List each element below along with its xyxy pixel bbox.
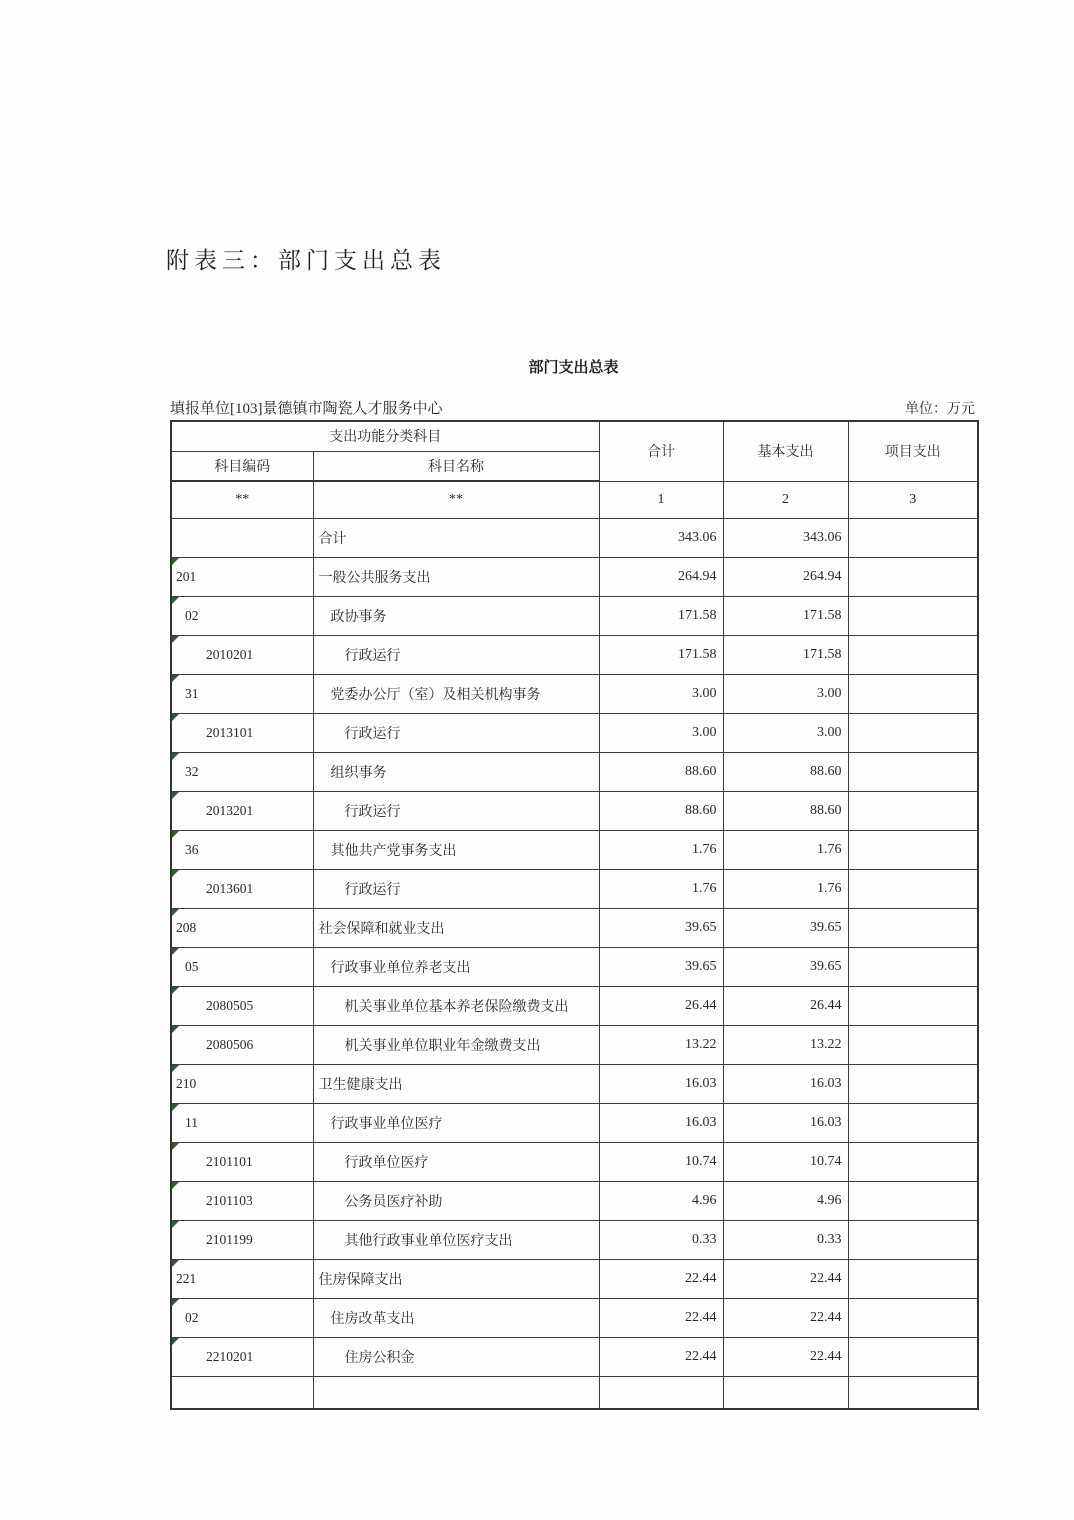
table-row: [171, 752, 978, 791]
cell-subject-code: 05: [171, 947, 313, 986]
page-title: 附表三：部门支出总表: [166, 248, 446, 273]
cell-project: [848, 1181, 978, 1220]
cell-subject-name: 政协事务: [313, 596, 599, 635]
cell-total: 88.60: [599, 791, 723, 830]
cell-subject-name: 行政事业单位医疗: [313, 1103, 599, 1142]
cell-subject-code: 2101199: [171, 1220, 313, 1259]
cell-project: [848, 635, 978, 674]
cell-basic: 88.60: [723, 752, 848, 791]
cell-project: [848, 1103, 978, 1142]
cell-subject-name: 组织事务: [313, 752, 599, 791]
cell-project: [848, 1376, 978, 1409]
cell-total: 3.00: [599, 713, 723, 752]
header-total: 合计: [599, 421, 723, 481]
table-row: [171, 1064, 978, 1103]
cell-subject-code: 2010201: [171, 635, 313, 674]
cell-subject-code: 02: [171, 596, 313, 635]
table-row: [171, 791, 978, 830]
cell-project: [848, 557, 978, 596]
header-subject-name: 科目名称: [313, 451, 599, 481]
cell-subject-name: 公务员医疗补助: [313, 1181, 599, 1220]
cell-subject-code: 2013601: [171, 869, 313, 908]
cell-subject-code: 36: [171, 830, 313, 869]
cell-subject-code: 221: [171, 1259, 313, 1298]
cell-project: [848, 674, 978, 713]
cell-basic: 3.00: [723, 674, 848, 713]
table-row: [171, 1337, 978, 1376]
cell-total: 343.06: [599, 518, 723, 557]
table-row: [171, 1025, 978, 1064]
cell-subject-name: 一般公共服务支出: [313, 557, 599, 596]
cell-subject-name: 社会保障和就业支出: [313, 908, 599, 947]
cell-project: [848, 1220, 978, 1259]
cell-project: [848, 908, 978, 947]
cell-basic: 171.58: [723, 596, 848, 635]
index-cell-basic: 2: [723, 481, 848, 518]
cell-total: 0.33: [599, 1220, 723, 1259]
table-row: [171, 1298, 978, 1337]
cell-subject-code: 2210201: [171, 1337, 313, 1376]
cell-basic: 10.74: [723, 1142, 848, 1181]
table-row: [171, 1181, 978, 1220]
cell-subject-name: 其他共产党事务支出: [313, 830, 599, 869]
cell-total: 13.22: [599, 1025, 723, 1064]
cell-total: 264.94: [599, 557, 723, 596]
cell-subject-name: 行政运行: [313, 869, 599, 908]
cell-total: 88.60: [599, 752, 723, 791]
cell-project: [848, 1064, 978, 1103]
cell-basic: 22.44: [723, 1298, 848, 1337]
cell-project: [848, 1025, 978, 1064]
header-function-group: 支出功能分类科目: [171, 421, 599, 451]
cell-project: [848, 752, 978, 791]
table-row: [171, 596, 978, 635]
cell-subject-code: [171, 1376, 313, 1409]
cell-subject-code: 32: [171, 752, 313, 791]
cell-subject-code: 31: [171, 674, 313, 713]
cell-basic: 0.33: [723, 1220, 848, 1259]
cell-total: 4.96: [599, 1181, 723, 1220]
cell-total: 39.65: [599, 908, 723, 947]
cell-subject-name: 行政单位医疗: [313, 1142, 599, 1181]
index-cell-total: 1: [599, 481, 723, 518]
cell-subject-name: 行政运行: [313, 635, 599, 674]
cell-total: 10.74: [599, 1142, 723, 1181]
cell-subject-code: 02: [171, 1298, 313, 1337]
cell-total: 39.65: [599, 947, 723, 986]
cell-basic: 26.44: [723, 986, 848, 1025]
table-row: [171, 1220, 978, 1259]
cell-subject-name: 住房公积金: [313, 1337, 599, 1376]
cell-project: [848, 1298, 978, 1337]
cell-total: 1.76: [599, 869, 723, 908]
cell-basic: 39.65: [723, 908, 848, 947]
table-row: [171, 518, 978, 557]
cell-subject-name: 机关事业单位基本养老保险缴费支出: [313, 986, 599, 1025]
cell-basic: 39.65: [723, 947, 848, 986]
cell-total: 22.44: [599, 1259, 723, 1298]
table-row: [171, 1259, 978, 1298]
cell-subject-name: 党委办公厅（室）及相关机构事务: [313, 674, 599, 713]
table-row: [171, 1103, 978, 1142]
cell-basic: 22.44: [723, 1259, 848, 1298]
cell-project: [848, 986, 978, 1025]
cell-subject-code: 2013101: [171, 713, 313, 752]
meta-row: [170, 388, 977, 418]
cell-subject-name: [313, 1376, 599, 1409]
cell-total: 16.03: [599, 1064, 723, 1103]
cell-project: [848, 1142, 978, 1181]
cell-total: 16.03: [599, 1103, 723, 1142]
cell-total: 171.58: [599, 596, 723, 635]
expenditure-table: [170, 420, 979, 1410]
cell-project: [848, 869, 978, 908]
header-row-group: [171, 421, 978, 451]
cell-basic: 343.06: [723, 518, 848, 557]
cell-subject-code: 11: [171, 1103, 313, 1142]
table-row: [171, 557, 978, 596]
cell-project: [848, 947, 978, 986]
cell-subject-name: 机关事业单位职业年金缴费支出: [313, 1025, 599, 1064]
table-row: [171, 635, 978, 674]
cell-basic: 16.03: [723, 1103, 848, 1142]
index-cell-project: 3: [848, 481, 978, 518]
cell-total: 3.00: [599, 674, 723, 713]
cell-subject-code: 2013201: [171, 791, 313, 830]
header-subject-code: 科目编码: [171, 451, 313, 481]
cell-project: [848, 713, 978, 752]
table-row-empty: [171, 1376, 978, 1409]
cell-total: 26.44: [599, 986, 723, 1025]
cell-subject-code: 2101103: [171, 1181, 313, 1220]
cell-basic: 264.94: [723, 557, 848, 596]
table-row: [171, 869, 978, 908]
table-row: [171, 986, 978, 1025]
cell-subject-code: 2101101: [171, 1142, 313, 1181]
header-row-index: [171, 481, 978, 518]
cell-subject-name: 行政运行: [313, 713, 599, 752]
cell-basic: 16.03: [723, 1064, 848, 1103]
cell-total: 171.58: [599, 635, 723, 674]
cell-basic: 22.44: [723, 1337, 848, 1376]
cell-subject-name: 行政运行: [313, 791, 599, 830]
cell-total: 1.76: [599, 830, 723, 869]
header-basic-expenditure: 基本支出: [723, 421, 848, 481]
table-row: [171, 830, 978, 869]
cell-basic: 171.58: [723, 635, 848, 674]
cell-project: [848, 1259, 978, 1298]
index-cell-code-star: **: [171, 481, 313, 518]
cell-subject-code: 201: [171, 557, 313, 596]
table-header: [171, 421, 978, 518]
table-title: 部门支出总表: [528, 360, 619, 376]
cell-subject-name: 其他行政事业单位医疗支出: [313, 1220, 599, 1259]
cell-subject-code: [171, 518, 313, 557]
header-project-expenditure: 项目支出: [848, 421, 978, 481]
cell-total: 22.44: [599, 1337, 723, 1376]
table-row: [171, 908, 978, 947]
cell-basic: [723, 1376, 848, 1409]
cell-basic: 3.00: [723, 713, 848, 752]
cell-project: [848, 596, 978, 635]
table-row: [171, 713, 978, 752]
cell-total: 22.44: [599, 1298, 723, 1337]
cell-subject-name: 卫生健康支出: [313, 1064, 599, 1103]
cell-basic: 1.76: [723, 830, 848, 869]
cell-project: [848, 830, 978, 869]
table-body: [171, 518, 978, 1409]
table-row: [171, 674, 978, 713]
cell-project: [848, 1337, 978, 1376]
reporting-unit-label: 填报单位[103]景德镇市陶瓷人才服务中心: [170, 401, 443, 417]
cell-subject-code: 2080505: [171, 986, 313, 1025]
table-row: [171, 1142, 978, 1181]
cell-project: [848, 791, 978, 830]
cell-basic: 4.96: [723, 1181, 848, 1220]
cell-subject-name: 住房保障支出: [313, 1259, 599, 1298]
table-row: [171, 947, 978, 986]
cell-basic: 88.60: [723, 791, 848, 830]
cell-basic: 1.76: [723, 869, 848, 908]
cell-subject-name: 合计: [313, 518, 599, 557]
unit-label: 单位：万元: [905, 402, 975, 417]
cell-project: [848, 518, 978, 557]
cell-basic: 13.22: [723, 1025, 848, 1064]
cell-subject-name: 住房改革支出: [313, 1298, 599, 1337]
index-cell-name-star: **: [313, 481, 599, 518]
cell-total: [599, 1376, 723, 1409]
cell-subject-code: 208: [171, 908, 313, 947]
cell-subject-name: 行政事业单位养老支出: [313, 947, 599, 986]
cell-subject-code: 210: [171, 1064, 313, 1103]
cell-subject-code: 2080506: [171, 1025, 313, 1064]
